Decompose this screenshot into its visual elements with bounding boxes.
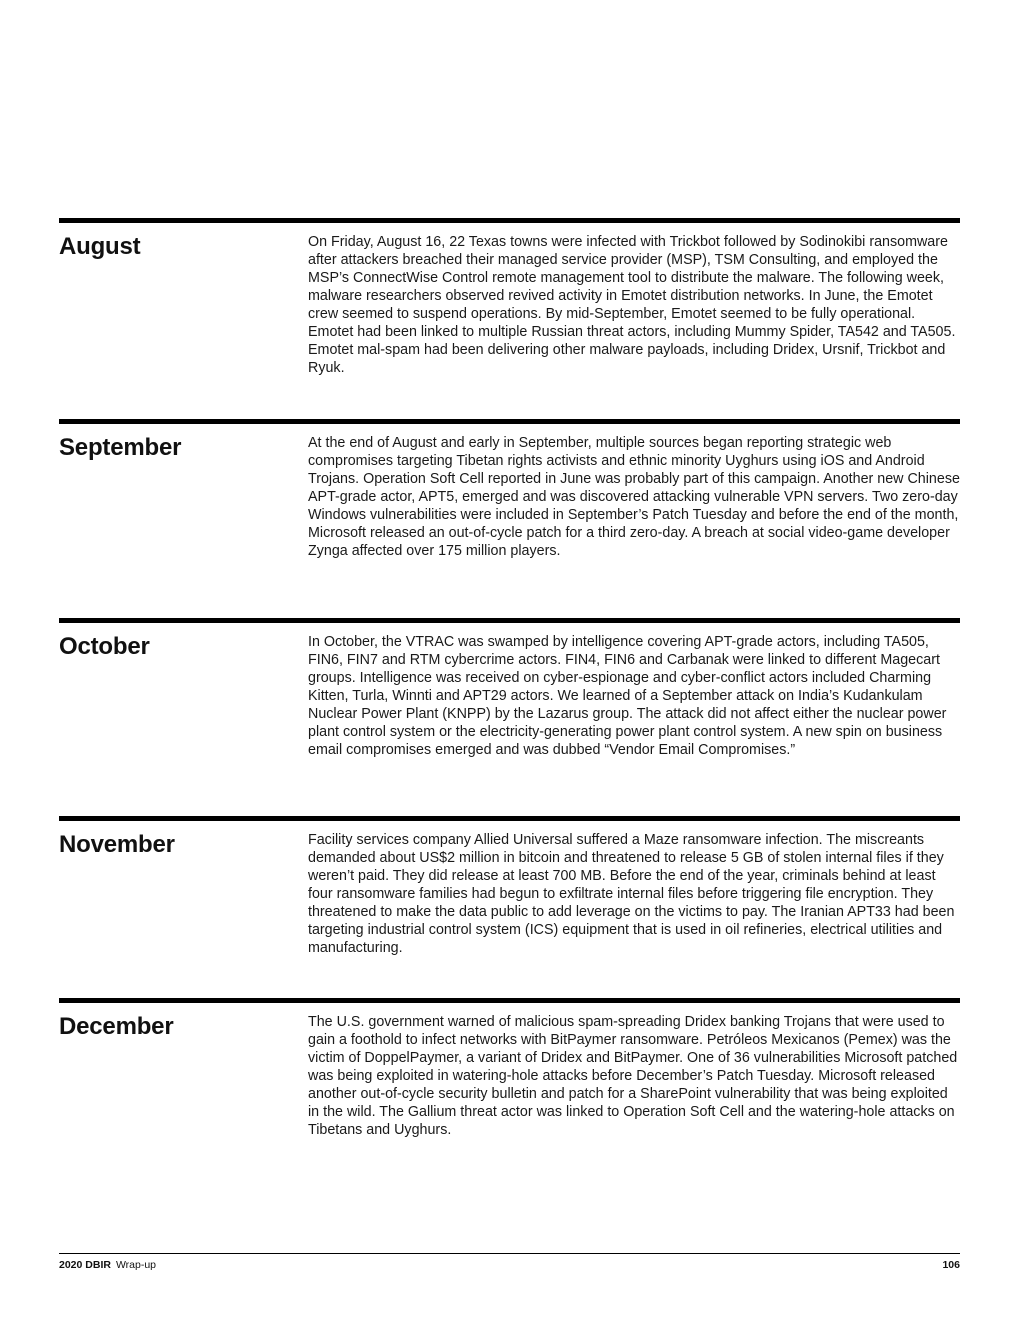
month-summary: The U.S. government warned of malicious spam-spreading Dridex banking Trojans that were used to gain a foothold to infect networks with BitPaymer ransomware. Petróleos Mexicanos (Pemex) was the victim of DoppelPaymer, a variant of Dridex and BitPaymer. One of 36 vulnerabilities Microsoft patched was being exploited in watering-hole attacks before December’s Patch Tuesday. Microsoft released another out-of-cycle security bulletin and patch for a SharePoint vulnerability that was being exploited in the wild. The Gallium threat actor was linked to Operation Soft Cell and the watering-hole attacks on Tibetans and Uyghurs. (308, 1014, 958, 1138)
section-september (59, 419, 960, 559)
footer-report-title: 2020 DBIR (59, 1259, 111, 1271)
page-number: 106 (942, 1259, 960, 1271)
section-december (59, 998, 960, 1138)
month-heading: September (59, 434, 182, 461)
month-summary: At the end of August and early in September, multiple sources began reporting strategic web compromises targeting Tibetan rights activists and ethnic minority Uyghurs using iOS and Android Trojans. Operation Soft Cell reported in June was probably part of this campaign. Another new Chinese APT-grade actor, APT5, emerged and was discovered attacking vulnerable VPN servers. Two zero-day Windows vulnerabilities were included in September’s Patch Tuesday and before the end of the month, Microsoft released an out-of-cycle patch for a third zero-day. A breach at social video-game developer Zynga affected over 175 million players. (308, 435, 960, 559)
section-august (59, 218, 960, 376)
footer-section-name: Wrap-up (115, 1259, 157, 1271)
month-heading: December (59, 1013, 174, 1040)
month-summary: Facility services company Allied Universal suffered a Maze ransomware infection. The miscreants demanded about US$2 million in bitcoin and threatened to release 5 GB of stolen internal files if they weren’t paid. They did release at least 700 MB. Before the end of the year, criminals behind at least four ransomware families had begun to exfiltrate internal files before triggering file encryption. They threatened to make the data public to add leverage on the victims to pay. The Iranian APT33 had been targeting industrial control system (ICS) equipment that is used in oil refineries, electrical utilities and manufacturing. (308, 832, 955, 956)
footer-report-info (59, 1259, 156, 1271)
page-footer (59, 1253, 960, 1278)
month-summary: In October, the VTRAC was swamped by intelligence covering APT-grade actors, including TA505, FIN6, FIN7 and RTM cybercrime actors. FIN4, FIN6 and Carbanak were linked to different Magecart groups. Intelligence was received on cyber-espionage and cyber-conflict actors included Charming Kitten, Turla, Winnti and APT29 actors. We learned of a September attack on India’s Kudankulam Nuclear Power Plant (KNPP) by the Lazarus group. The attack did not affect either the nuclear power plant control system or the electricity-generating power plant control system. A new spin on business email compromises emerged and was dubbed “Vendor Email Compromises.” (308, 634, 947, 758)
month-heading: November (59, 831, 175, 858)
section-october (59, 618, 960, 758)
month-summary: On Friday, August 16, 22 Texas towns were infected with Trickbot followed by Sodinokibi ransomware after attackers breached their managed service provider (MSP), TSM Consulting, and employed the MSP’s ConnectWise Control remote management tool to distribute the malware. The following week, malware researchers observed revived activity in Emotet distribution networks. In June, the Emotet crew seemed to suspend operations. By mid-September, Emotet seemed to be fully operational. Emotet had been linked to multiple Russian threat actors, including Mummy Spider, TA542 and TA505. Emotet mal-spam had been delivering other malware payloads, including Dridex, Ursnif, Trickbot and Ryuk. (308, 234, 956, 376)
month-heading: October (59, 633, 150, 660)
month-heading: August (59, 233, 141, 260)
section-november (59, 816, 960, 956)
